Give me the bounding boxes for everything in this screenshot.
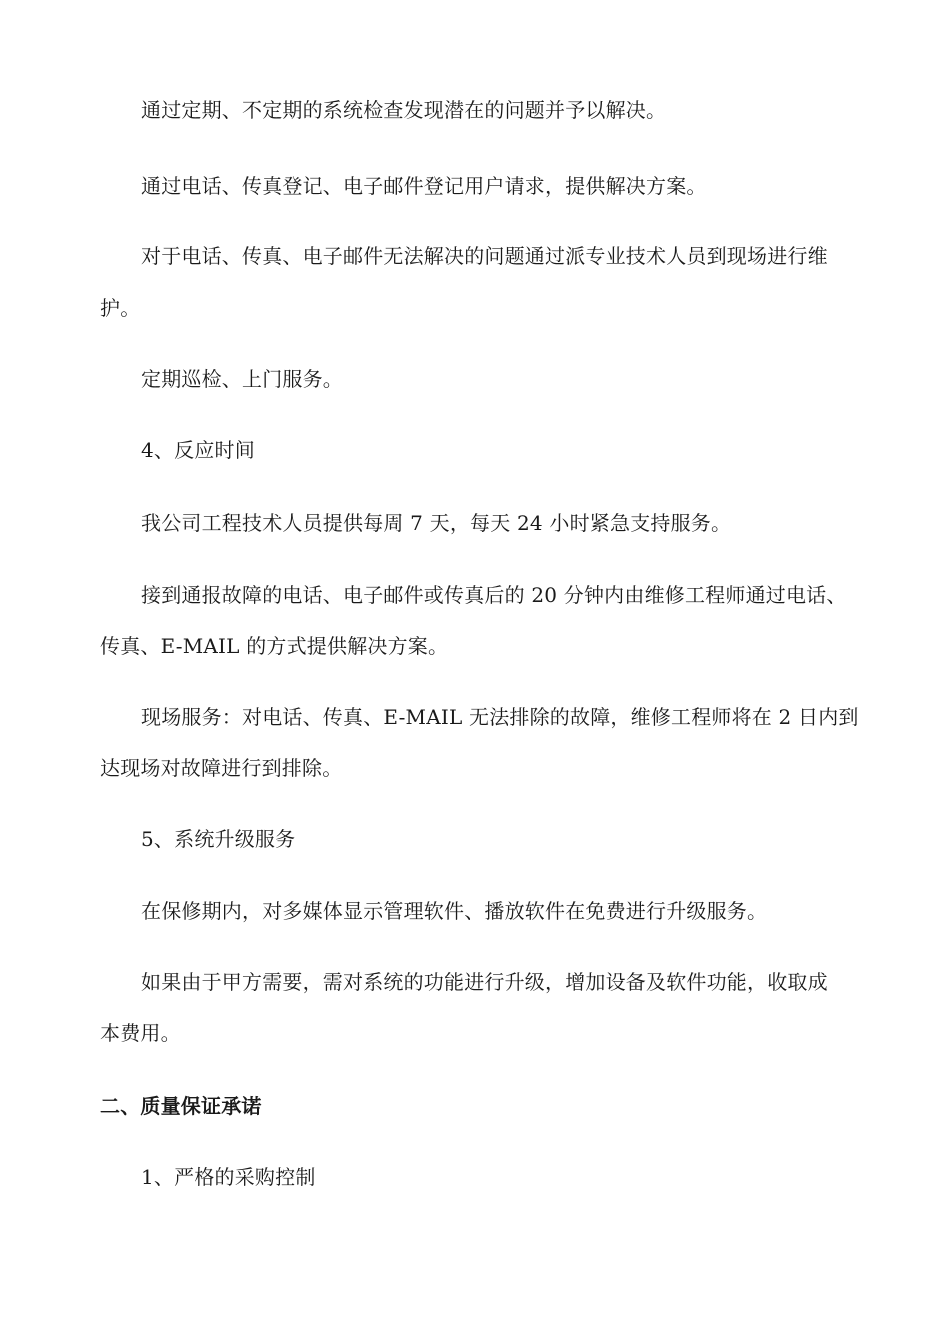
subsection-title-procurement-control: 1、严格的采购控制 bbox=[141, 1165, 316, 1189]
paragraph-paid-upgrade-line1: 如果由于甲方需要，需对系统的功能进行升级，增加设备及软件功能，收取成 bbox=[141, 970, 828, 994]
paragraph-system-check: 通过定期、不定期的系统检查发现潜在的问题并予以解决。 bbox=[141, 98, 667, 122]
paragraph-onsite-line2: 护。 bbox=[100, 296, 141, 320]
paragraph-inspection: 定期巡检、上门服务。 bbox=[141, 367, 343, 391]
paragraph-user-requests: 通过电话、传真登记、电子邮件登记用户请求，提供解决方案。 bbox=[141, 174, 707, 198]
paragraph-field-service-line1: 现场服务：对电话、传真、E-MAIL 无法排除的故障，维修工程师将在 2 日内到 bbox=[141, 705, 859, 729]
paragraph-response-line2: 传真、E-MAIL 的方式提供解决方案。 bbox=[100, 634, 449, 658]
paragraph-paid-upgrade-line2: 本费用。 bbox=[100, 1021, 181, 1045]
paragraph-field-service-line2: 达现场对故障进行到排除。 bbox=[100, 756, 343, 780]
paragraph-support-hours: 我公司工程技术人员提供每周 7 天，每天 24 小时紧急支持服务。 bbox=[141, 511, 732, 535]
paragraph-free-upgrade: 在保修期内，对多媒体显示管理软件、播放软件在免费进行升级服务。 bbox=[141, 899, 768, 923]
section-title-response-time: 4、反应时间 bbox=[141, 438, 255, 462]
section-title-upgrade-service: 5、系统升级服务 bbox=[141, 827, 296, 851]
paragraph-response-line1: 接到通报故障的电话、电子邮件或传真后的 20 分钟内由维修工程师通过电话、 bbox=[141, 583, 847, 607]
chapter-title-quality-commitment: 二、质量保证承诺 bbox=[100, 1094, 262, 1118]
paragraph-onsite-line1: 对于电话、传真、电子邮件无法解决的问题通过派专业技术人员到现场进行维 bbox=[141, 244, 828, 268]
